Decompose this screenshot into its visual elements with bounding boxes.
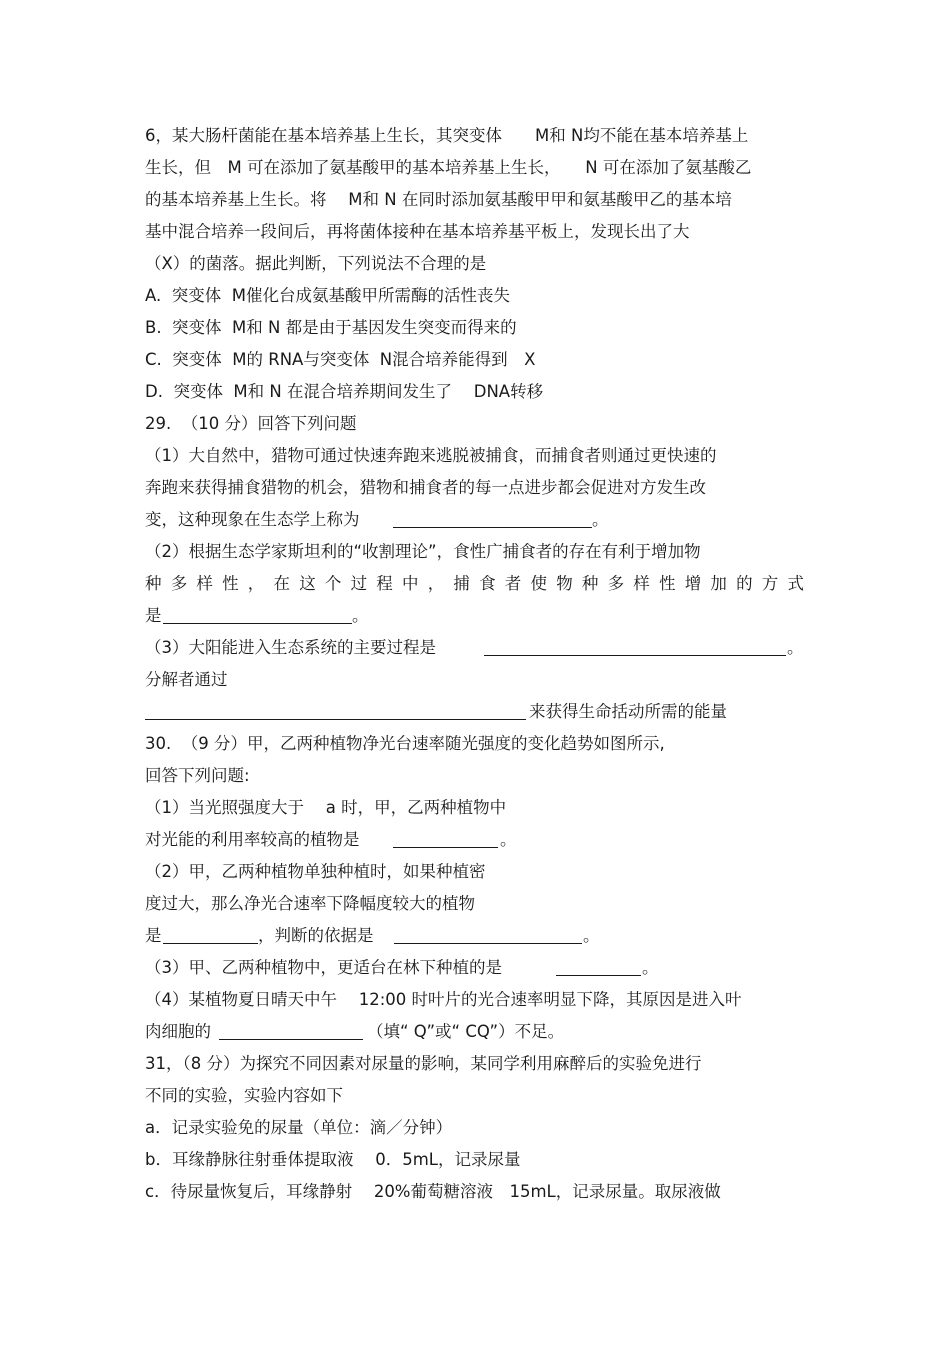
q29-part3-end: 。: [787, 638, 804, 657]
q30-part2-line-3: 是: [145, 926, 162, 945]
q6-line-1: 6，某大肠杆菌能在基本培养基上生长，其突变体 M和 N均不能在基本培养基上: [145, 126, 749, 145]
q29-part1-line-1: （1）大自然中，猎物可通过快速奔跑来逃脱被捕食，而捕食者则通过更快速的: [145, 446, 717, 465]
q30-part2-line-2: 度过大，那么净光合速率下降幅度较大的植物: [145, 894, 475, 913]
q30-part2-mid: ，判断的依据是: [258, 926, 374, 945]
q30-part2-answer-blank-1[interactable]: [163, 943, 258, 944]
q6-option-d: D. 突变体 M和 N 在混合培养期间发生了 DNA转移: [145, 382, 544, 401]
q30-subtitle: 回答下列问题:: [145, 766, 250, 785]
q6-line-2: 生长，但 M 可在添加了氨基酸甲的基本培养基上生长， N 可在添加了氨基酸乙: [145, 158, 752, 177]
q29-part2-end: 。: [352, 606, 369, 625]
q30-part3-answer-blank[interactable]: [556, 975, 641, 976]
q30-part1-line-1: （1）当光照强度大于 a 时，甲，乙两种植物中: [145, 798, 507, 817]
q6-option-c: C. 突变体 M的 RNA与突变体 N混合培养能得到 X: [145, 350, 536, 369]
q30-part4-answer-blank[interactable]: [219, 1039, 363, 1040]
q29-part3-answer-blank-1[interactable]: [484, 655, 786, 656]
q30-part2-end: 。: [583, 926, 600, 945]
q30-part4-line-2: 肉细胞的: [145, 1022, 211, 1041]
q29-part1-line-3: 变，这种现象在生态学上称为: [145, 510, 360, 529]
q31-step-c: c．待尿量恢复后，耳缘静射 20%葡萄糖溶液 15mL，记录尿量。取尿液做: [145, 1182, 721, 1201]
q30-part4-line-1: （4）某植物夏日晴天中午 12:00 时叶片的光合速率明显下降，其原因是进入叶: [145, 990, 742, 1009]
q31-title: 31，（8 分）为探究不同因素对尿量的影响，某同学利用麻醉后的实验免进行: [145, 1054, 702, 1073]
q29-part1-line-2: 奔跑来获得捕食猎物的机会，猎物和捕食者的每一点进步都会促进对方发生改: [145, 478, 706, 497]
q29-part2-line-1: （2）根据生态学家斯坦利的“收割理论”，食性广捕食者的存在有利于增加物: [145, 542, 701, 561]
q30-part2-line-1: （2）甲，乙两种植物单独种植时，如果种植密: [145, 862, 486, 881]
q30-part4-line-2-end: （填“ Q”或“ CQ”）不足。: [367, 1022, 565, 1041]
q29-part3-answer-blank-2[interactable]: [145, 719, 526, 720]
q29-part3-line-3: 来获得生命括动所需的能量: [529, 702, 727, 721]
q30-title: 30. （9 分）甲，乙两种植物净光台速率随光强度的变化趋势如图所示,: [145, 734, 665, 753]
q29-part3-line-2: 分解者通过: [145, 670, 228, 689]
q29-part1-end: 。: [592, 510, 609, 529]
q30-part1-end: 。: [500, 830, 517, 849]
q29-part2-line-2: 种多样性，在这个过程中，捕食者使物种多样性增加的方式: [145, 574, 814, 593]
q29-part3-line-1: （3）大阳能进入生态系统的主要过程是: [145, 638, 436, 657]
q30-part2-answer-blank-2[interactable]: [394, 943, 582, 944]
q29-part2-line-3: 是: [145, 606, 162, 625]
q30-part3-line: （3）甲、乙两种植物中，更适台在林下种植的是: [145, 958, 502, 977]
q29-part2-answer-blank[interactable]: [163, 623, 352, 624]
q6-option-a: A. 突变体 M催化台成氨基酸甲所需酶的活性丧失: [145, 286, 510, 305]
q31-subtitle: 不同的实验，实验内容如下: [145, 1086, 343, 1105]
q6-line-5: （X）的菌落。据此判断，下列说法不合理的是: [145, 254, 487, 273]
q30-part3-end: 。: [642, 958, 659, 977]
q6-line-3: 的基本培养基上生长。将 M和 N 在同时添加氨基酸甲甲和氨基酸甲乙的基本培: [145, 190, 732, 209]
q6-option-b: B. 突变体 M和 N 都是由于基因发生突变而得来的: [145, 318, 517, 337]
q31-step-b: b．耳缘静脉往射垂体提取液 0．5mL，记录尿量: [145, 1150, 521, 1169]
q29-part1-answer-blank[interactable]: [393, 527, 592, 528]
q30-part1-line-2: 对光能的利用率较高的植物是: [145, 830, 360, 849]
q30-part1-answer-blank[interactable]: [393, 847, 498, 848]
q6-line-4: 基中混合培养一段间后，再将菌体接种在基本培养基平板上，发现长出了大: [145, 222, 690, 241]
q31-step-a: a．记录实验免的尿量（单位：滴／分钟）: [145, 1118, 453, 1137]
q29-title: 29. （10 分）回答下列问题: [145, 414, 357, 433]
